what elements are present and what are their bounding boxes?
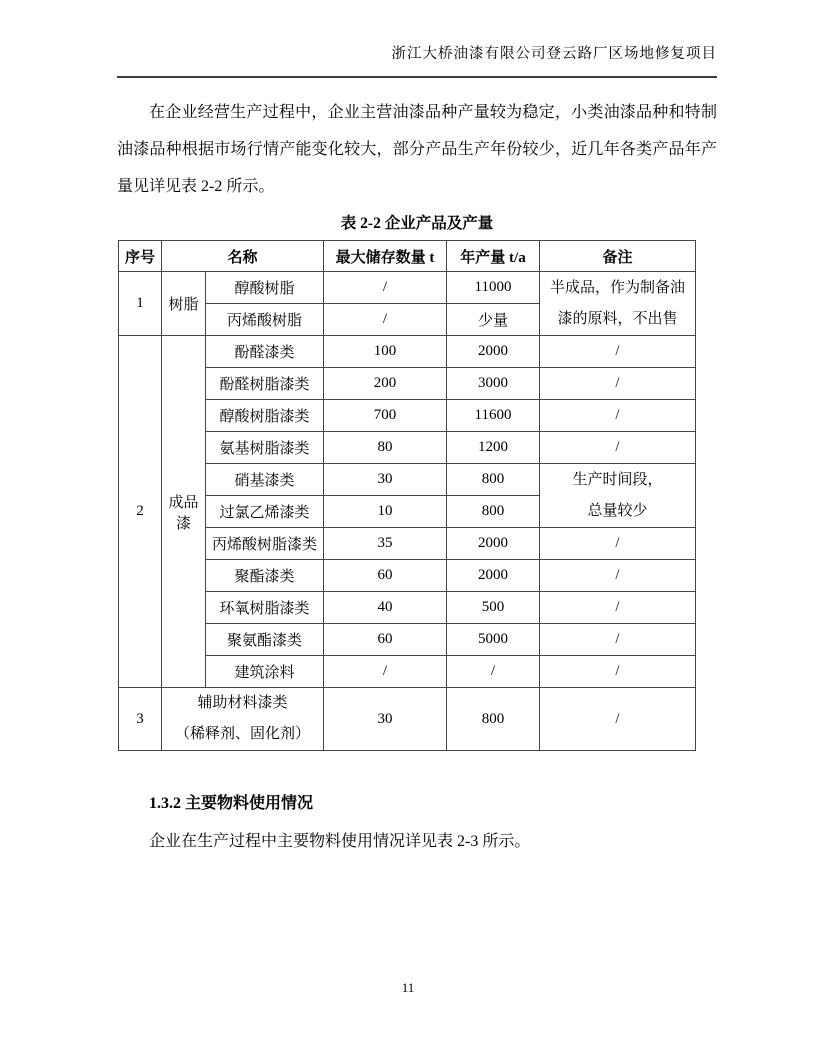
cell-product-name: 醇酸树脂漆类 <box>206 400 324 432</box>
cell-product-name: 丙烯酸树脂漆类 <box>206 528 324 560</box>
cell-remark: / <box>540 432 696 464</box>
cell-output: / <box>447 656 540 688</box>
page-number: 11 <box>401 980 415 995</box>
col-header-remark: 备注 <box>540 241 696 272</box>
cell-output: 800 <box>447 688 540 751</box>
col-header-storage: 最大储存数量 t <box>324 241 447 272</box>
cell-product-name: 建筑涂料 <box>206 656 324 688</box>
intro-paragraph: 在企业经营生产过程中，企业主营油漆品种产量较为稳定，小类油漆品种和特制油漆品种根据市场行情产能变化较大，部分产品生产年份较少，近几年各类产品年产量见详见表 2-2 所示。 <box>117 104 717 195</box>
table-row <box>119 368 696 400</box>
table-row <box>119 688 696 751</box>
cell-product-name: 硝基漆类 <box>206 464 324 496</box>
cell-storage: 80 <box>324 432 447 464</box>
cell-remark: / <box>540 336 696 368</box>
header-title: 浙江大桥油漆有限公司登云路厂区场地修复项目 <box>391 46 717 62</box>
remark-line: 半成品，作为制备油 <box>550 279 686 296</box>
cell-output: 少量 <box>447 304 540 336</box>
table-row <box>119 592 696 624</box>
table-row <box>119 656 696 688</box>
page-header <box>117 42 717 78</box>
cell-storage: / <box>324 656 447 688</box>
cell-storage: 35 <box>324 528 447 560</box>
cell-remark: / <box>540 400 696 432</box>
remark-line: 生产时间段， <box>572 471 663 488</box>
table-row <box>119 464 696 496</box>
cell-serial: 2 <box>119 336 162 688</box>
cell-category: 成品漆 <box>162 336 206 688</box>
table-row <box>119 560 696 592</box>
cell-storage: 700 <box>324 400 447 432</box>
cell-product-name <box>162 688 324 751</box>
cell-product-name: 过氯乙烯漆类 <box>206 496 324 528</box>
cell-product-name: 丙烯酸树脂 <box>206 304 324 336</box>
cell-product-name: 聚酯漆类 <box>206 560 324 592</box>
cell-output: 3000 <box>447 368 540 400</box>
cell-output: 5000 <box>447 624 540 656</box>
cell-remark: / <box>540 368 696 400</box>
cell-product-name: 酚醛树脂漆类 <box>206 368 324 400</box>
cell-product-name: 醇酸树脂 <box>206 272 324 304</box>
cell-storage: / <box>324 272 447 304</box>
cell-output: 11000 <box>447 272 540 304</box>
col-header-name: 名称 <box>162 241 324 272</box>
cell-storage: 10 <box>324 496 447 528</box>
name-line: 辅助材料漆类 <box>197 695 288 711</box>
table-row <box>119 400 696 432</box>
section-heading: 1.3.2 主要物料使用情况 <box>149 795 314 812</box>
cell-storage: 40 <box>324 592 447 624</box>
products-table <box>118 240 696 751</box>
cell-output: 800 <box>447 496 540 528</box>
cell-storage: 60 <box>324 560 447 592</box>
cell-product-name: 聚氨酯漆类 <box>206 624 324 656</box>
cell-product-name: 氨基树脂漆类 <box>206 432 324 464</box>
cell-storage: 100 <box>324 336 447 368</box>
cell-serial: 1 <box>119 272 162 336</box>
remark-line: 漆的原料，不出售 <box>557 310 678 327</box>
col-header-output: 年产量 t/a <box>447 241 540 272</box>
cell-product-name: 环氧树脂漆类 <box>206 592 324 624</box>
cell-remark <box>540 464 696 528</box>
table-row <box>119 528 696 560</box>
cell-storage: 30 <box>324 688 447 751</box>
cell-remark: / <box>540 656 696 688</box>
name-line: （稀释剂、固化剂） <box>175 726 311 742</box>
cell-output: 2000 <box>447 336 540 368</box>
cell-output: 2000 <box>447 528 540 560</box>
table-row <box>119 336 696 368</box>
cell-output: 1200 <box>447 432 540 464</box>
cell-storage: / <box>324 304 447 336</box>
cell-storage: 60 <box>324 624 447 656</box>
cell-storage: 200 <box>324 368 447 400</box>
cell-output: 11600 <box>447 400 540 432</box>
cell-category: 树脂 <box>162 272 206 336</box>
cell-remark: / <box>540 528 696 560</box>
remark-line: 总量较少 <box>587 502 648 519</box>
cell-serial: 3 <box>119 688 162 751</box>
table-row <box>119 624 696 656</box>
cell-output: 2000 <box>447 560 540 592</box>
table-row <box>119 432 696 464</box>
cell-remark: / <box>540 688 696 751</box>
cell-remark: / <box>540 592 696 624</box>
cell-output: 500 <box>447 592 540 624</box>
cell-product-name: 酚醛漆类 <box>206 336 324 368</box>
table-row <box>119 272 696 304</box>
cell-remark: / <box>540 624 696 656</box>
cell-remark: / <box>540 560 696 592</box>
cell-remark <box>540 272 696 336</box>
section-paragraph: 企业在生产过程中主要物料使用情况详见表 2-3 所示。 <box>149 833 531 850</box>
cell-storage: 30 <box>324 464 447 496</box>
page-content <box>117 79 717 851</box>
table-caption: 表 2-2 企业产品及产量 <box>340 215 494 232</box>
col-header-serial: 序号 <box>119 241 162 272</box>
cell-output: 800 <box>447 464 540 496</box>
page-footer <box>0 980 816 996</box>
table-header-row <box>119 241 696 272</box>
